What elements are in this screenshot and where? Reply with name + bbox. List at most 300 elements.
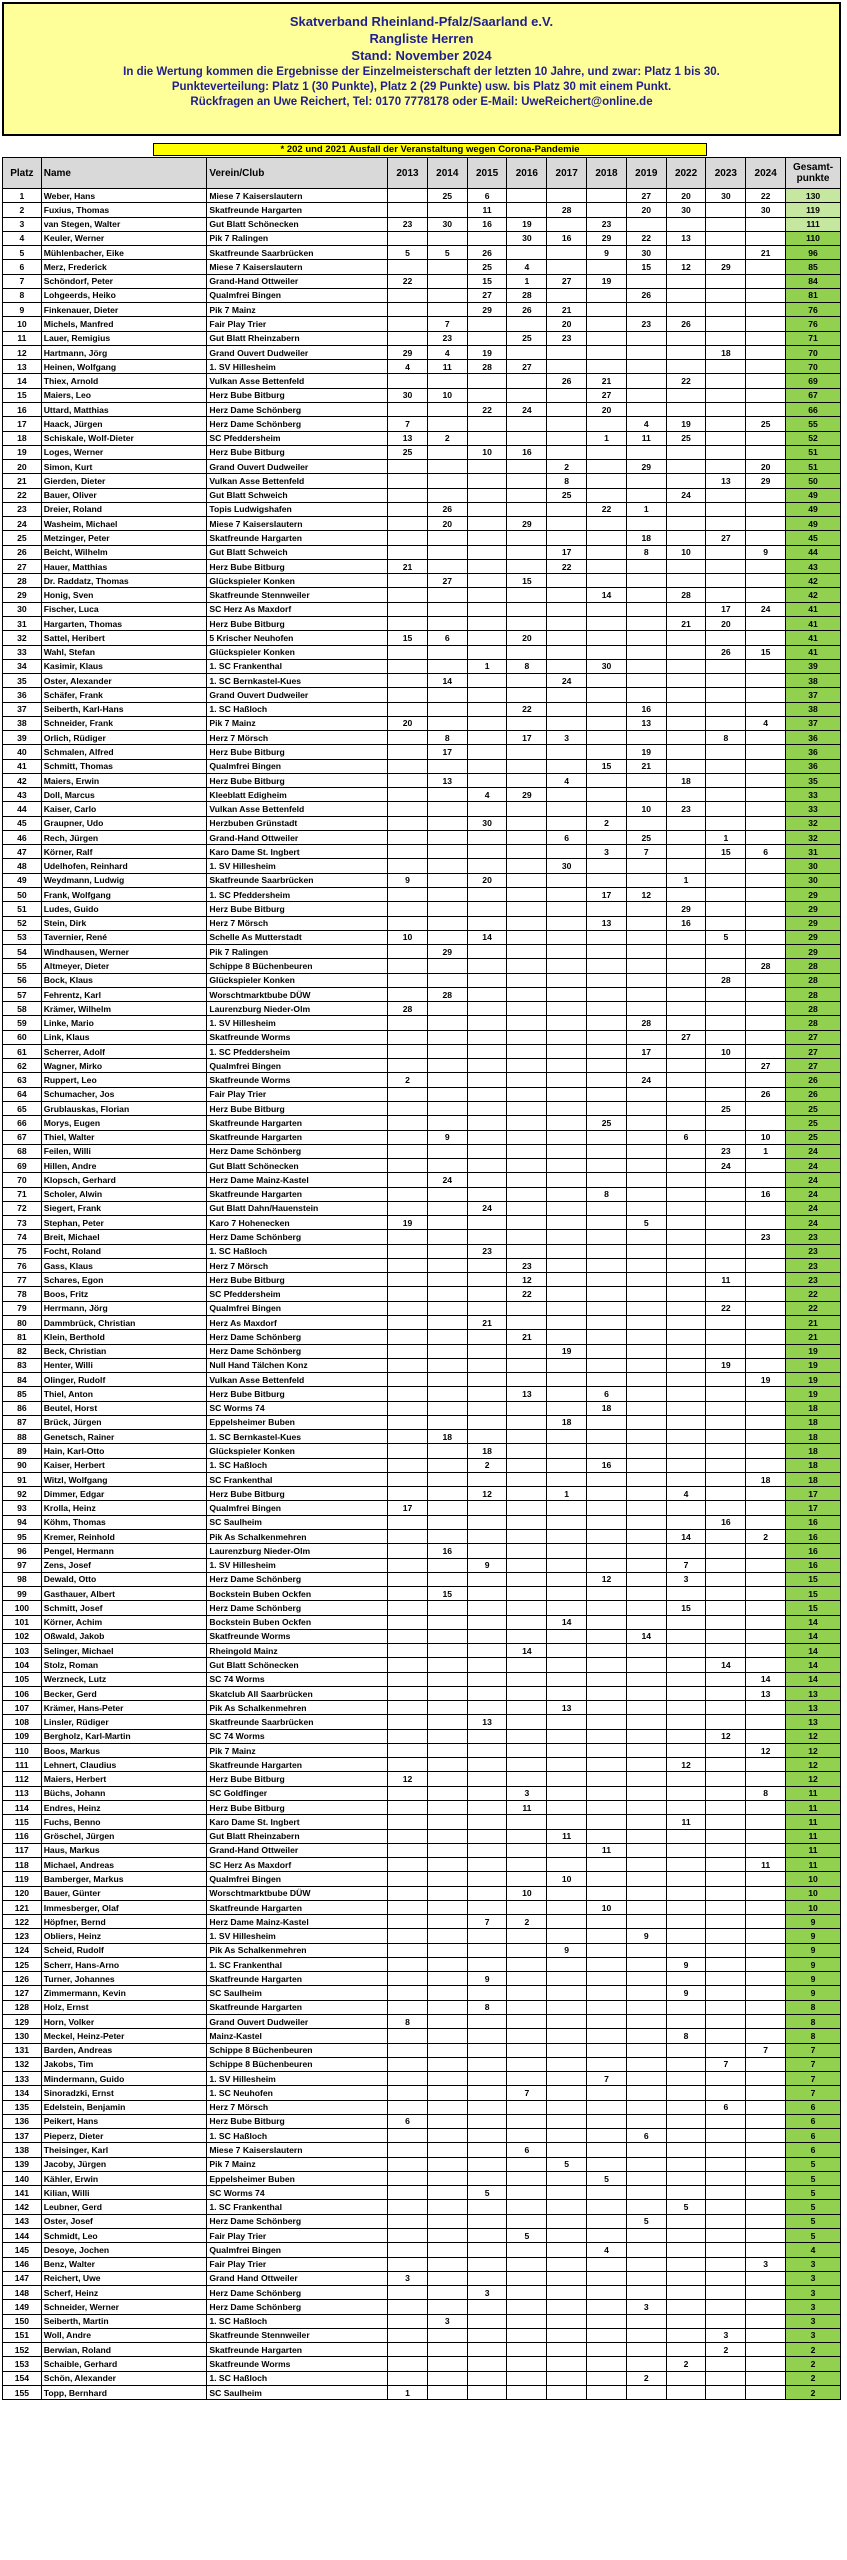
- cell-platz: 21: [3, 474, 42, 488]
- cell-club: Karo Dame St. Ingbert: [207, 845, 388, 859]
- cell-2019: [626, 1943, 666, 1957]
- cell-club: Gut Blatt Rheinzabern: [207, 331, 388, 345]
- cell-2018: [587, 830, 627, 844]
- cell-2019: [626, 1102, 666, 1116]
- cell-2015: [467, 759, 507, 773]
- cell-platz: 41: [3, 759, 42, 773]
- cell-club: Grand-Hand Ottweiler: [207, 1843, 388, 1857]
- cell-2024: [746, 2015, 786, 2029]
- cell-2023: 17: [706, 602, 746, 616]
- cell-2024: [746, 1558, 786, 1572]
- cell-2016: [507, 1173, 547, 1187]
- cell-club: Skatfreunde Stennweiler: [207, 2328, 388, 2342]
- cell-total: 28: [786, 1002, 841, 1016]
- cell-2024: [746, 588, 786, 602]
- cell-2016: [507, 1815, 547, 1829]
- cell-2018: [587, 1915, 627, 1929]
- cell-total: 16: [786, 1515, 841, 1529]
- cell-club: Herz Dame Schönberg: [207, 1330, 388, 1344]
- cell-total: 9: [786, 1972, 841, 1986]
- cell-2024: [746, 1159, 786, 1173]
- cell-2013: [388, 1458, 428, 1472]
- cell-2019: [626, 859, 666, 873]
- cell-2022: [666, 1002, 706, 1016]
- cell-2014: [427, 845, 467, 859]
- cell-2014: [427, 260, 467, 274]
- cell-2015: [467, 1116, 507, 1130]
- cell-total: 15: [786, 1587, 841, 1601]
- table-row: [3, 987, 841, 1001]
- cell-platz: 134: [3, 2086, 42, 2100]
- cell-club: Skatfreunde Worms: [207, 1073, 388, 1087]
- cell-2024: [746, 2029, 786, 2043]
- cell-2015: [467, 688, 507, 702]
- header-platz: Platz: [3, 158, 42, 189]
- cell-name: Schiskale, Wolf-Dieter: [41, 431, 207, 445]
- cell-2022: [666, 1102, 706, 1116]
- cell-name: Krämer, Hans-Peter: [41, 1701, 207, 1715]
- cell-2018: [587, 260, 627, 274]
- cell-club: Skatfreunde Hargarten: [207, 1972, 388, 1986]
- cell-name: Gasthauer, Albert: [41, 1587, 207, 1601]
- cell-name: Weber, Hans: [41, 189, 207, 203]
- cell-2022: [666, 1472, 706, 1486]
- cell-2017: [547, 260, 587, 274]
- cell-2022: [666, 2000, 706, 2014]
- cell-platz: 10: [3, 317, 42, 331]
- table-row: [3, 2300, 841, 2314]
- cell-2022: [666, 1515, 706, 1529]
- cell-2017: [547, 2114, 587, 2128]
- cell-name: Siegert, Frank: [41, 1201, 207, 1215]
- cell-2024: [746, 1258, 786, 1272]
- cell-2018: [587, 1472, 627, 1486]
- cell-2016: 29: [507, 517, 547, 531]
- cell-2018: [587, 1159, 627, 1173]
- cell-2022: 4: [666, 1487, 706, 1501]
- cell-2015: [467, 1301, 507, 1315]
- cell-2024: [746, 902, 786, 916]
- cell-2015: [467, 645, 507, 659]
- cell-2024: [746, 360, 786, 374]
- cell-2019: [626, 2357, 666, 2371]
- cell-2019: [626, 588, 666, 602]
- cell-2016: [507, 873, 547, 887]
- cell-name: Oster, Josef: [41, 2214, 207, 2228]
- cell-name: Keuler, Werner: [41, 231, 207, 245]
- cell-name: Immesberger, Olaf: [41, 1900, 207, 1914]
- cell-2022: [666, 1701, 706, 1715]
- cell-2023: [706, 702, 746, 716]
- cell-2014: 8: [427, 731, 467, 745]
- cell-2024: [746, 973, 786, 987]
- cell-name: Körner, Achim: [41, 1615, 207, 1629]
- table-row: [3, 702, 841, 716]
- cell-club: Topis Ludwigshafen: [207, 502, 388, 516]
- cell-2017: 6: [547, 830, 587, 844]
- table-row: [3, 2357, 841, 2371]
- cell-name: Scherf, Heinz: [41, 2286, 207, 2300]
- cell-club: Herz Bube Bitburg: [207, 1487, 388, 1501]
- cell-2019: [626, 1558, 666, 1572]
- cell-platz: 33: [3, 645, 42, 659]
- cell-total: 28: [786, 987, 841, 1001]
- cell-name: Breit, Michael: [41, 1230, 207, 1244]
- cell-2014: [427, 274, 467, 288]
- cell-2022: [666, 859, 706, 873]
- cell-2013: [388, 945, 428, 959]
- table-row: [3, 1002, 841, 1016]
- cell-2023: [706, 745, 746, 759]
- cell-2017: [547, 1601, 587, 1615]
- cell-2019: [626, 659, 666, 673]
- cell-2016: [507, 1758, 547, 1772]
- cell-2013: [388, 2043, 428, 2057]
- cell-name: Gierden, Dieter: [41, 474, 207, 488]
- cell-2024: [746, 445, 786, 459]
- cell-2023: [706, 1843, 746, 1857]
- cell-platz: 123: [3, 1929, 42, 1943]
- cell-2013: [388, 602, 428, 616]
- cell-2013: [388, 260, 428, 274]
- cell-platz: 51: [3, 902, 42, 916]
- cell-2017: [547, 1044, 587, 1058]
- cell-2014: [427, 716, 467, 730]
- cell-2023: [706, 1829, 746, 1843]
- cell-2017: 28: [547, 203, 587, 217]
- cell-2023: [706, 859, 746, 873]
- cell-2024: 4: [746, 716, 786, 730]
- cell-2022: [666, 1915, 706, 1929]
- cell-platz: 97: [3, 1558, 42, 1572]
- cell-name: Obliers, Heinz: [41, 1929, 207, 1943]
- cell-2015: [467, 1230, 507, 1244]
- cell-2017: [547, 1401, 587, 1415]
- cell-name: Boos, Fritz: [41, 1287, 207, 1301]
- cell-2019: [626, 930, 666, 944]
- cell-2018: 7: [587, 2072, 627, 2086]
- cell-name: Brück, Jürgen: [41, 1415, 207, 1429]
- cell-platz: 44: [3, 802, 42, 816]
- cell-2023: 13: [706, 474, 746, 488]
- cell-club: Herz Dame Schönberg: [207, 1230, 388, 1244]
- cell-2016: [507, 1701, 547, 1715]
- table-row: [3, 1458, 841, 1472]
- cell-2015: [467, 731, 507, 745]
- cell-name: Seiberth, Karl-Hans: [41, 702, 207, 716]
- cell-2014: [427, 602, 467, 616]
- cell-2018: [587, 331, 627, 345]
- cell-2017: [547, 873, 587, 887]
- cell-platz: 86: [3, 1401, 42, 1415]
- cell-platz: 11: [3, 331, 42, 345]
- cell-2019: 14: [626, 1629, 666, 1643]
- cell-2016: [507, 888, 547, 902]
- cell-2022: [666, 1201, 706, 1215]
- cell-2013: [388, 288, 428, 302]
- cell-2024: [746, 374, 786, 388]
- cell-2019: 7: [626, 845, 666, 859]
- cell-2017: 17: [547, 545, 587, 559]
- cell-2023: 15: [706, 845, 746, 859]
- cell-club: Herz As Maxdorf: [207, 1315, 388, 1329]
- cell-2019: [626, 388, 666, 402]
- cell-2023: [706, 759, 746, 773]
- cell-2019: [626, 1801, 666, 1815]
- cell-platz: 141: [3, 2186, 42, 2200]
- cell-2023: [706, 1587, 746, 1601]
- cell-2022: [666, 1387, 706, 1401]
- cell-2015: [467, 1729, 507, 1743]
- cell-platz: 95: [3, 1529, 42, 1543]
- cell-2019: 23: [626, 317, 666, 331]
- cell-total: 22: [786, 1301, 841, 1315]
- cell-2017: [547, 1644, 587, 1658]
- cell-2024: [746, 2300, 786, 2314]
- cell-2018: [587, 2314, 627, 2328]
- cell-2013: 6: [388, 2114, 428, 2128]
- cell-name: Bergholz, Karl-Martin: [41, 1729, 207, 1743]
- cell-2016: [507, 1715, 547, 1729]
- cell-total: 14: [786, 1644, 841, 1658]
- cell-2019: 8: [626, 545, 666, 559]
- cell-2013: [388, 2157, 428, 2171]
- cell-2014: [427, 1301, 467, 1315]
- cell-2018: [587, 2357, 627, 2371]
- cell-2017: [547, 1301, 587, 1315]
- table-row: [3, 331, 841, 345]
- cell-2022: [666, 945, 706, 959]
- cell-2019: [626, 559, 666, 573]
- cell-2015: [467, 460, 507, 474]
- table-row: [3, 217, 841, 231]
- cell-2017: [547, 1458, 587, 1472]
- cell-2019: [626, 1544, 666, 1558]
- cell-2023: [706, 873, 746, 887]
- table-row: [3, 830, 841, 844]
- cell-2022: [666, 360, 706, 374]
- cell-2017: [547, 2129, 587, 2143]
- cell-2019: [626, 360, 666, 374]
- cell-2017: [547, 1030, 587, 1044]
- cell-2015: [467, 1044, 507, 1058]
- cell-name: Schneider, Werner: [41, 2300, 207, 2314]
- cell-2017: [547, 602, 587, 616]
- table-row: [3, 189, 841, 203]
- cell-2014: [427, 1801, 467, 1815]
- cell-total: 12: [786, 1729, 841, 1743]
- cell-2023: [706, 588, 746, 602]
- cell-2013: [388, 1915, 428, 1929]
- cell-2018: [587, 1615, 627, 1629]
- cell-2019: [626, 731, 666, 745]
- cell-2018: [587, 1929, 627, 1943]
- cell-2016: [507, 1244, 547, 1258]
- cell-2023: 30: [706, 189, 746, 203]
- cell-name: Hargarten, Thomas: [41, 616, 207, 630]
- cell-2023: [706, 288, 746, 302]
- cell-name: Loges, Werner: [41, 445, 207, 459]
- cell-2024: [746, 1843, 786, 1857]
- cell-2018: 2: [587, 816, 627, 830]
- cell-2024: 23: [746, 1230, 786, 1244]
- cell-2018: [587, 1587, 627, 1601]
- cell-total: 2: [786, 2343, 841, 2357]
- cell-2024: [746, 830, 786, 844]
- cell-2023: [706, 374, 746, 388]
- cell-2015: [467, 2029, 507, 2043]
- cell-name: Körner, Ralf: [41, 845, 207, 859]
- cell-2024: [746, 1116, 786, 1130]
- cell-2022: [666, 1044, 706, 1058]
- cell-2019: 21: [626, 759, 666, 773]
- cell-club: Skatfreunde Hargarten: [207, 1187, 388, 1201]
- cell-2014: [427, 616, 467, 630]
- cell-2013: [388, 902, 428, 916]
- cell-2019: [626, 1972, 666, 1986]
- cell-total: 5: [786, 2214, 841, 2228]
- cell-2018: [587, 731, 627, 745]
- cell-2018: [587, 1373, 627, 1387]
- cell-2018: [587, 1244, 627, 1258]
- cell-2013: [388, 1187, 428, 1201]
- cell-club: Herz Bube Bitburg: [207, 745, 388, 759]
- cell-total: 42: [786, 574, 841, 588]
- cell-2019: [626, 2043, 666, 2057]
- cell-total: 52: [786, 431, 841, 445]
- cell-2016: [507, 1230, 547, 1244]
- cell-club: Qualmfrei Bingen: [207, 759, 388, 773]
- cell-2013: [388, 2214, 428, 2228]
- cell-2018: [587, 1872, 627, 1886]
- cell-2019: [626, 1815, 666, 1829]
- cell-total: 22: [786, 1287, 841, 1301]
- cell-2016: 7: [507, 2086, 547, 2100]
- cell-club: 1. SV Hillesheim: [207, 360, 388, 374]
- cell-2014: [427, 1030, 467, 1044]
- cell-club: 1. SV Hillesheim: [207, 1016, 388, 1030]
- cell-2022: [666, 930, 706, 944]
- cell-2022: [666, 1786, 706, 1800]
- cell-name: Leubner, Gerd: [41, 2200, 207, 2214]
- cell-2014: [427, 888, 467, 902]
- cell-2014: [427, 1843, 467, 1857]
- cell-2023: [706, 2114, 746, 2128]
- cell-2014: [427, 902, 467, 916]
- cell-2015: [467, 488, 507, 502]
- cell-2023: [706, 1672, 746, 1686]
- cell-2022: [666, 602, 706, 616]
- cell-2016: 14: [507, 1644, 547, 1658]
- cell-name: Maiers, Herbert: [41, 1772, 207, 1786]
- cell-2014: [427, 1629, 467, 1643]
- table-row: [3, 1444, 841, 1458]
- cell-2024: [746, 745, 786, 759]
- cell-2017: [547, 631, 587, 645]
- cell-total: 111: [786, 217, 841, 231]
- cell-club: Skatfreunde Saarbrücken: [207, 246, 388, 260]
- cell-2016: [507, 2129, 547, 2143]
- cell-2022: 8: [666, 2029, 706, 2043]
- cell-2019: [626, 2286, 666, 2300]
- cell-2024: [746, 788, 786, 802]
- association-title: Skatverband Rheinland-Pfalz/Saarland e.V.: [289, 14, 554, 29]
- header-year-2023: 2023: [706, 158, 746, 189]
- cell-2018: 13: [587, 916, 627, 930]
- cell-total: 24: [786, 1159, 841, 1173]
- cell-2018: [587, 1686, 627, 1700]
- cell-platz: 116: [3, 1829, 42, 1843]
- cell-2023: [706, 1116, 746, 1130]
- cell-platz: 36: [3, 688, 42, 702]
- cell-2023: [706, 1943, 746, 1957]
- cell-2017: [547, 2371, 587, 2385]
- cell-2024: [746, 1344, 786, 1358]
- cell-platz: 50: [3, 888, 42, 902]
- table-row: [3, 1815, 841, 1829]
- cell-2017: [547, 1729, 587, 1743]
- cell-2013: [388, 2171, 428, 2185]
- cell-2019: 17: [626, 1044, 666, 1058]
- cell-2015: [467, 1758, 507, 1772]
- cell-2015: [467, 1144, 507, 1158]
- cell-platz: 76: [3, 1258, 42, 1272]
- cell-2016: 17: [507, 731, 547, 745]
- cell-2016: [507, 2000, 547, 2014]
- cell-club: Pik 7 Mainz: [207, 303, 388, 317]
- cell-2022: [666, 1658, 706, 1672]
- table-row: [3, 1358, 841, 1372]
- cell-2019: [626, 2328, 666, 2342]
- cell-2022: [666, 2129, 706, 2143]
- cell-2013: [388, 374, 428, 388]
- cell-2019: [626, 1002, 666, 1016]
- cell-name: Udelhofen, Reinhard: [41, 859, 207, 873]
- cell-2023: 20: [706, 616, 746, 630]
- cell-2023: [706, 1030, 746, 1044]
- cell-2013: [388, 959, 428, 973]
- cell-club: Skatfreunde Worms: [207, 1629, 388, 1643]
- cell-total: 33: [786, 788, 841, 802]
- cell-club: Herz Bube Bitburg: [207, 1772, 388, 1786]
- table-row: [3, 517, 841, 531]
- cell-name: Zens, Josef: [41, 1558, 207, 1572]
- cell-platz: 124: [3, 1943, 42, 1957]
- cell-name: Hain, Karl-Otto: [41, 1444, 207, 1458]
- cell-2019: [626, 1843, 666, 1857]
- cell-2018: [587, 2300, 627, 2314]
- cell-2013: [388, 2200, 428, 2214]
- cell-2023: [706, 2271, 746, 2285]
- cell-2015: [467, 1187, 507, 1201]
- cell-name: Beutel, Horst: [41, 1401, 207, 1415]
- cell-2023: 3: [706, 2328, 746, 2342]
- cell-2015: 18: [467, 1444, 507, 1458]
- cell-platz: 118: [3, 1858, 42, 1872]
- table-row: [3, 431, 841, 445]
- cell-2019: [626, 1230, 666, 1244]
- cell-2016: 28: [507, 288, 547, 302]
- cell-2023: [706, 1258, 746, 1272]
- cell-2024: [746, 731, 786, 745]
- cell-platz: 80: [3, 1315, 42, 1329]
- cell-name: Jacoby, Jürgen: [41, 2157, 207, 2171]
- cell-2022: 16: [666, 916, 706, 930]
- cell-2019: [626, 902, 666, 916]
- cell-2023: 22: [706, 1301, 746, 1315]
- cell-2013: [388, 1786, 428, 1800]
- cell-name: Merz, Frederick: [41, 260, 207, 274]
